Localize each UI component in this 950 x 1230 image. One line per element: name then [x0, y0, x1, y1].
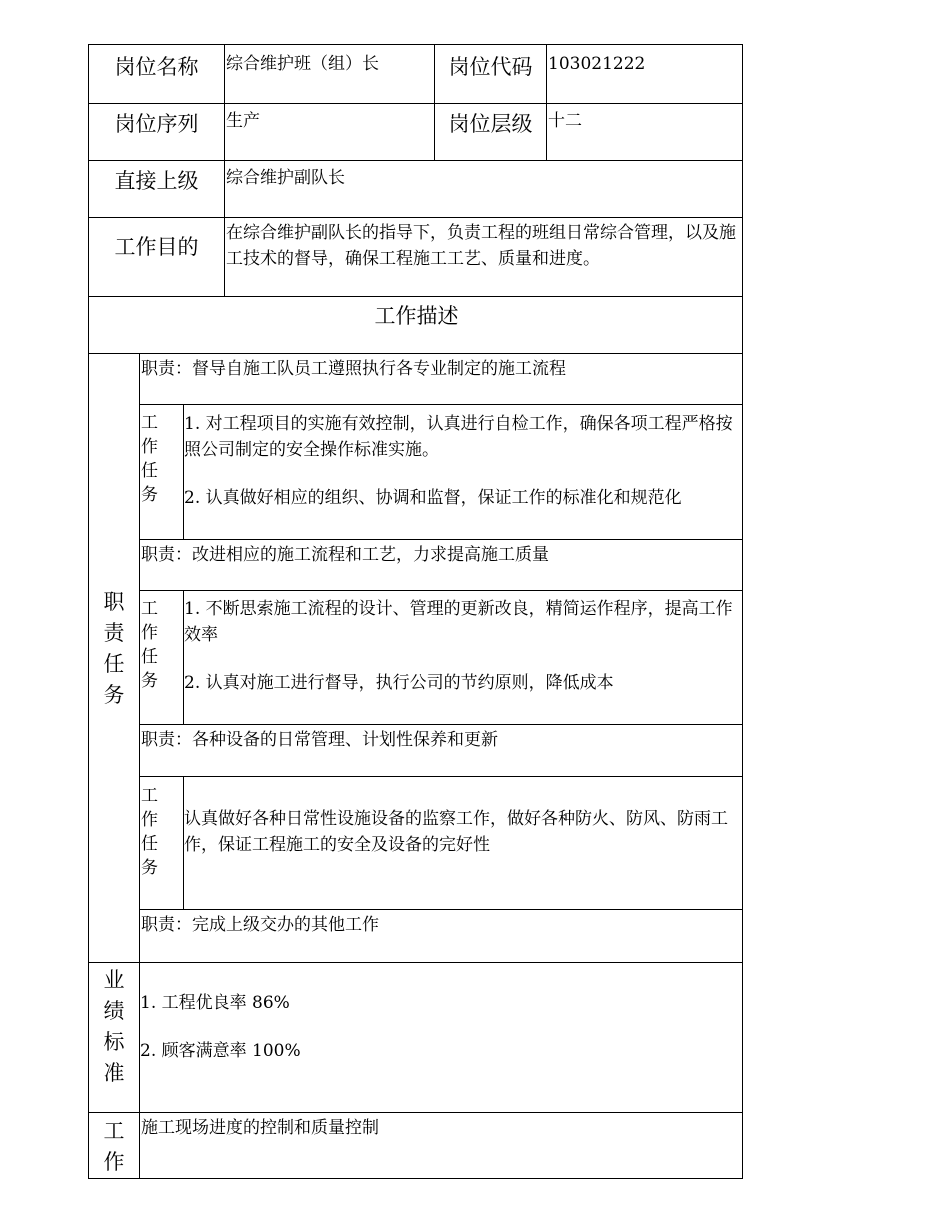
supervisor-label: 直接上级	[114, 169, 199, 193]
row-divider	[139, 590, 743, 591]
level-label: 岗位层级	[448, 112, 533, 136]
duties-label: 职 责 任 务	[103, 590, 125, 707]
duty-title: 职责：各种设备的日常管理、计划性保养和更新	[141, 730, 498, 750]
row-divider	[89, 353, 743, 354]
sequence-label: 岗位序列	[114, 112, 199, 136]
task-item: 2. 认真做好相应的组织、协调和监督，保证工作的标准化和规范化	[184, 488, 682, 508]
work-label: 工 作	[103, 1119, 125, 1174]
sequence-value: 生产	[226, 111, 260, 131]
position-code-value: 103021222	[548, 54, 646, 74]
level-value: 十二	[548, 111, 582, 131]
supervisor-value: 综合维护副队长	[226, 168, 345, 188]
task-label: 工 作 任 务	[141, 413, 158, 505]
purpose-value: 在综合维护副队长的指导下，负责工程的班组日常综合管理，以及施工技术的督导，确保工程施工工艺、质量和进度。	[226, 223, 736, 269]
performance-list	[140, 990, 740, 1064]
row-divider	[89, 217, 743, 218]
job-description-table	[88, 44, 743, 1179]
row-divider	[139, 776, 743, 777]
task-list	[184, 596, 739, 696]
task-list	[184, 411, 739, 511]
duty-title: 职责：完成上级交办的其他工作	[141, 915, 379, 935]
row-divider	[89, 962, 743, 963]
performance-item: 1. 工程优良率 86%	[140, 993, 290, 1013]
performance-label: 业 绩 标 准	[103, 968, 125, 1085]
performance-item: 2. 顾客满意率 100%	[140, 1041, 301, 1061]
position-code-label: 岗位代码	[448, 55, 533, 79]
work-section-text: 施工现场进度的控制和质量控制	[141, 1118, 379, 1138]
task-item: 认真做好各种日常性设施设备的监察工作，做好各种防火、防风、防雨工作，保证工程施工的安全及设备的完好性	[184, 809, 728, 855]
duty-title: 职责：改进相应的施工流程和工艺，力求提高施工质量	[141, 545, 549, 565]
row-divider	[139, 404, 743, 405]
task-list	[184, 806, 739, 858]
task-label: 工 作 任 务	[141, 786, 158, 878]
task-label: 工 作 任 务	[141, 599, 158, 691]
duty-title: 职责：督导自施工队员工遵照执行各专业制定的施工流程	[141, 359, 566, 379]
position-name-label: 岗位名称	[114, 55, 199, 79]
purpose-label: 工作目的	[114, 235, 199, 259]
task-item: 1. 对工程项目的实施有效控制，认真进行自检工作，确保各项工程严格按照公司制定的安全操作标准实施。	[184, 414, 733, 460]
task-item: 1. 不断思索施工流程的设计、管理的更新改良，精简运作程序，提高工作效率	[184, 599, 733, 645]
position-name-value: 综合维护班（组）长	[226, 54, 379, 74]
row-divider	[89, 1112, 743, 1113]
section-title-work-description: 工作描述	[374, 304, 459, 328]
row-divider	[139, 724, 743, 725]
row-divider	[139, 909, 743, 910]
row-divider	[139, 539, 743, 540]
task-item: 2. 认真对施工进行督导，执行公司的节约原则，降低成本	[184, 673, 614, 693]
